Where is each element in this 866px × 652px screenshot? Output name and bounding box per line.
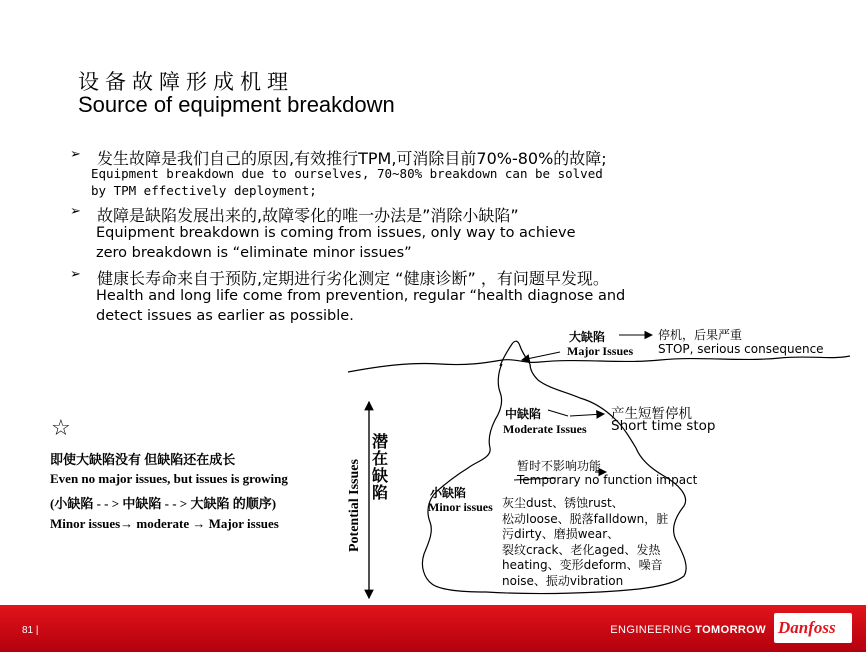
bullet-arrow-icon: ➢: [70, 147, 81, 162]
moderate-result-en: Short time stop: [611, 418, 716, 434]
minor-result-en: Temporary no function impact: [517, 473, 698, 487]
slide-title-en: Source of equipment breakdown: [78, 92, 395, 117]
page-number: 81 |: [22, 625, 39, 636]
potential-issues-en: Potential Issues: [347, 459, 362, 552]
defect-line: 裂纹crack、老化aged、发热: [502, 542, 661, 557]
note-line-2: Even no major issues, but issues is growing: [50, 471, 288, 486]
slide-title-cn: 设备故障形成机理: [78, 70, 294, 94]
major-result-cn: 停机，后果严重: [658, 328, 743, 342]
potential-issues-cn: 潜在缺陷: [372, 434, 389, 502]
defect-line: 松动loose、脱落falldown，脏: [502, 511, 669, 526]
bullet-2-en-line-1: Equipment breakdown is coming from issues, only way to achieve: [96, 225, 576, 241]
bullet-2-cn: 故障是缺陷发展出来的,故障零化的唯一办法是”消除小缺陷”: [97, 206, 519, 225]
tagline-normal: ENGINEERING: [610, 624, 692, 636]
defect-line: noise、振动vibration: [502, 573, 624, 588]
minor-result-cn: 暂时不影响功能: [517, 459, 602, 473]
minor-issues-cn: 小缺陷: [430, 486, 467, 500]
major-issues-cn: 大缺陷: [569, 330, 606, 344]
tagline-bold: TOMORROW: [695, 624, 766, 636]
star-icon: ☆: [51, 416, 71, 441]
bullet-2-en-line-2: zero breakdown is “eliminate minor issues”: [96, 245, 412, 261]
bullet-1-en-line-1: Equipment breakdown due to ourselves, 70~80% breakdown can be solved: [91, 166, 603, 181]
defect-line: 污dirty、磨损wear、: [502, 527, 620, 541]
bullet-3-cn: 健康长寿命来自于预防,定期进行劣化测定 “健康诊断” ，有问题早发现。: [97, 269, 609, 288]
defect-list: [502, 496, 668, 589]
moderate-issues-en: Moderate Issues: [503, 422, 587, 436]
major-issues-en: Major Issues: [567, 344, 634, 358]
logo-text: Danfoss: [778, 618, 836, 637]
defect-line: 灰尘dust、锈蚀rust、: [502, 496, 624, 510]
moderate-issues-cn: 中缺陷: [505, 407, 542, 421]
note-line-3: (小缺陷 - - > 中缺陷 - - > 大缺陷 的顺序): [50, 496, 277, 511]
potential-issues-en-wrap: [347, 432, 363, 552]
minor-issues-en: Minor issues: [428, 500, 493, 514]
major-result-en: STOP, serious consequence: [658, 342, 824, 356]
defect-line: heating、变形deform、噪音: [502, 558, 663, 572]
bullet-1-cn: 发生故障是我们自己的原因,有效推行TPM,可消除目前70%-80%的故障;: [97, 149, 607, 168]
footer-bar: [0, 605, 866, 652]
moderate-result-cn: 产生短暂停机: [611, 406, 692, 422]
bullet-arrow-icon: ➢: [70, 204, 81, 219]
tagline: [610, 624, 766, 636]
bullet-arrow-icon: ➢: [70, 267, 81, 282]
bullet-3-en-line-1: Health and long life come from prevention, regular “health diagnose and: [96, 288, 626, 304]
note-line-4: Minor issues→ moderate → Major issues: [50, 516, 279, 531]
bullet-3-en-line-2: detect issues as earlier as possible.: [96, 308, 354, 324]
danfoss-logo: [774, 613, 852, 643]
note-line-1: 即使大缺陷没有 但缺陷还在成长: [50, 452, 236, 467]
bullet-1-en-line-2: by TPM effectively deployment;: [91, 183, 317, 198]
